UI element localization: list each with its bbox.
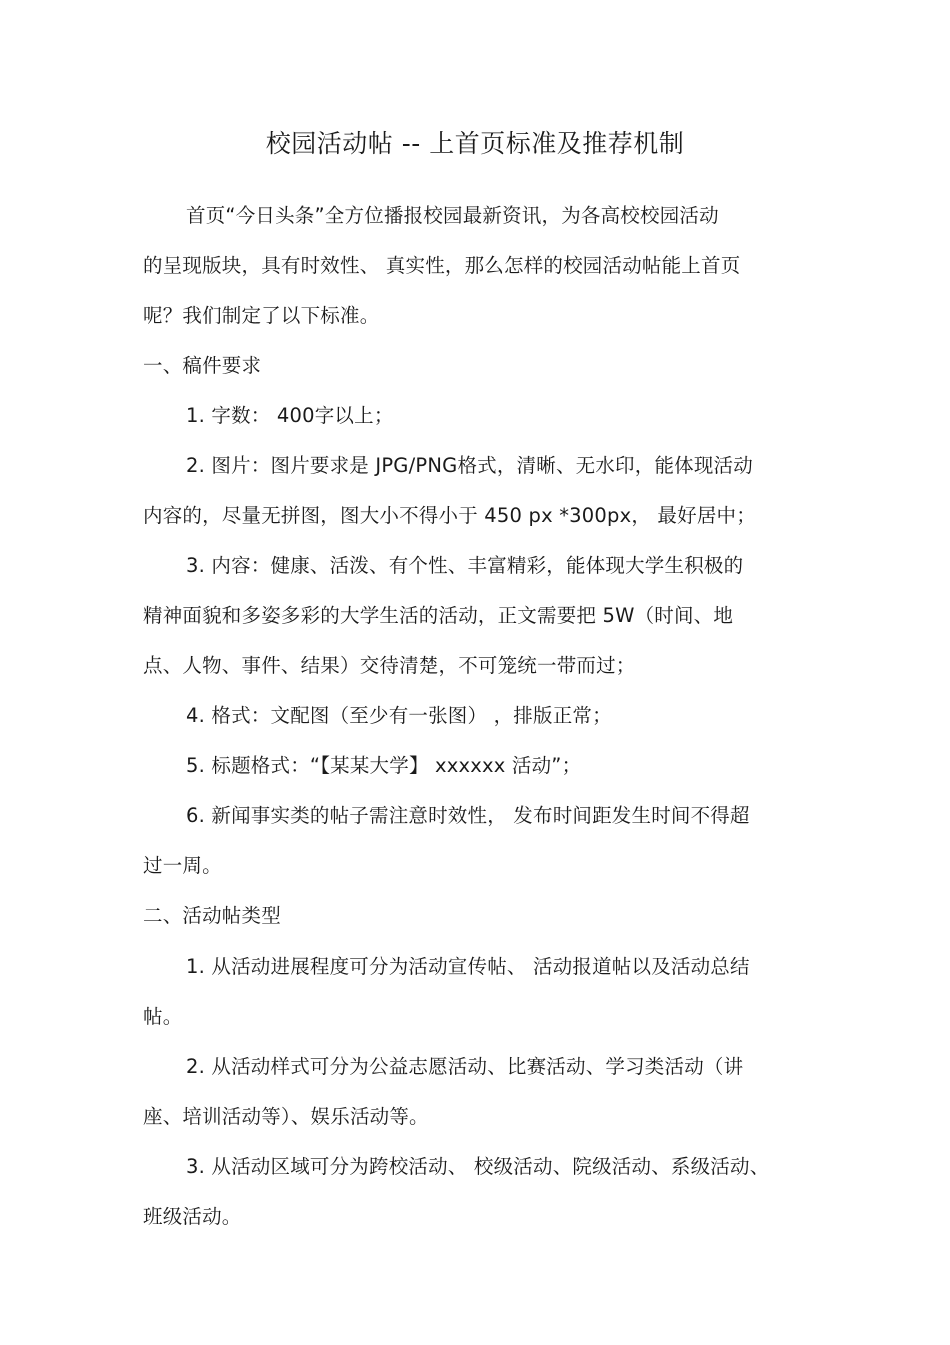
intro-line-1: 首页“今日头条”全方位播报校园最新资讯，为各高校校园活动: [186, 204, 719, 227]
requirement-content-line-3: 点、人物、事件、结果）交待清楚，不可笼统一带而过；: [143, 654, 636, 677]
section-heading-types: 二、活动帖类型: [143, 904, 281, 927]
requirement-images-line-2: 内容的，尽量无拼图，图大小不得小于 450 px *300px， 最好居中；: [143, 504, 756, 527]
type-progress-line-1: 1. 从活动进展程度可分为活动宣传帖、 活动报道帖以及活动总结: [186, 955, 750, 978]
requirement-timeliness-line-1: 6. 新闻事实类的帖子需注意时效性， 发布时间距发生时间不得超: [186, 804, 750, 827]
requirement-images-line-1: 2. 图片：图片要求是 JPG/PNG格式，清晰、无水印，能体现活动: [186, 454, 753, 477]
document-title: 校园活动帖 -- 上首页标准及推荐机制: [265, 129, 685, 158]
type-style-line-1: 2. 从活动样式可分为公益志愿活动、比赛活动、学习类活动（讲: [186, 1055, 744, 1078]
requirement-word-count: 1. 字数： 400字以上；: [186, 404, 394, 427]
requirement-content-line-1: 3. 内容：健康、活泼、有个性、丰富精彩，能体现大学生积极的: [186, 554, 744, 577]
type-style-line-2: 座、培训活动等）、娱乐活动等。: [143, 1105, 429, 1128]
requirement-format: 4. 格式：文配图（至少有一张图） ，排版正常；: [186, 704, 612, 727]
section-heading-requirements: 一、稿件要求: [143, 354, 262, 377]
type-region-line-2: 班级活动。: [143, 1205, 242, 1228]
type-progress-line-2: 帖。: [143, 1005, 183, 1028]
requirement-title-format: 5. 标题格式：“【某某大学】 xxxxxx 活动”；: [186, 754, 582, 777]
requirement-content-line-2: 精神面貌和多姿多彩的大学生活的活动，正文需要把 5W（时间、地: [143, 604, 734, 627]
type-region-line-1: 3. 从活动区域可分为跨校活动、 校级活动、院级活动、系级活动、: [186, 1155, 770, 1178]
intro-line-3: 呢？我们制定了以下标准。: [143, 304, 380, 327]
intro-line-2: 的呈现版块，具有时效性、 真实性，那么怎样的校园活动帖能上首页: [143, 254, 741, 277]
requirement-timeliness-line-2: 过一周。: [143, 854, 222, 877]
